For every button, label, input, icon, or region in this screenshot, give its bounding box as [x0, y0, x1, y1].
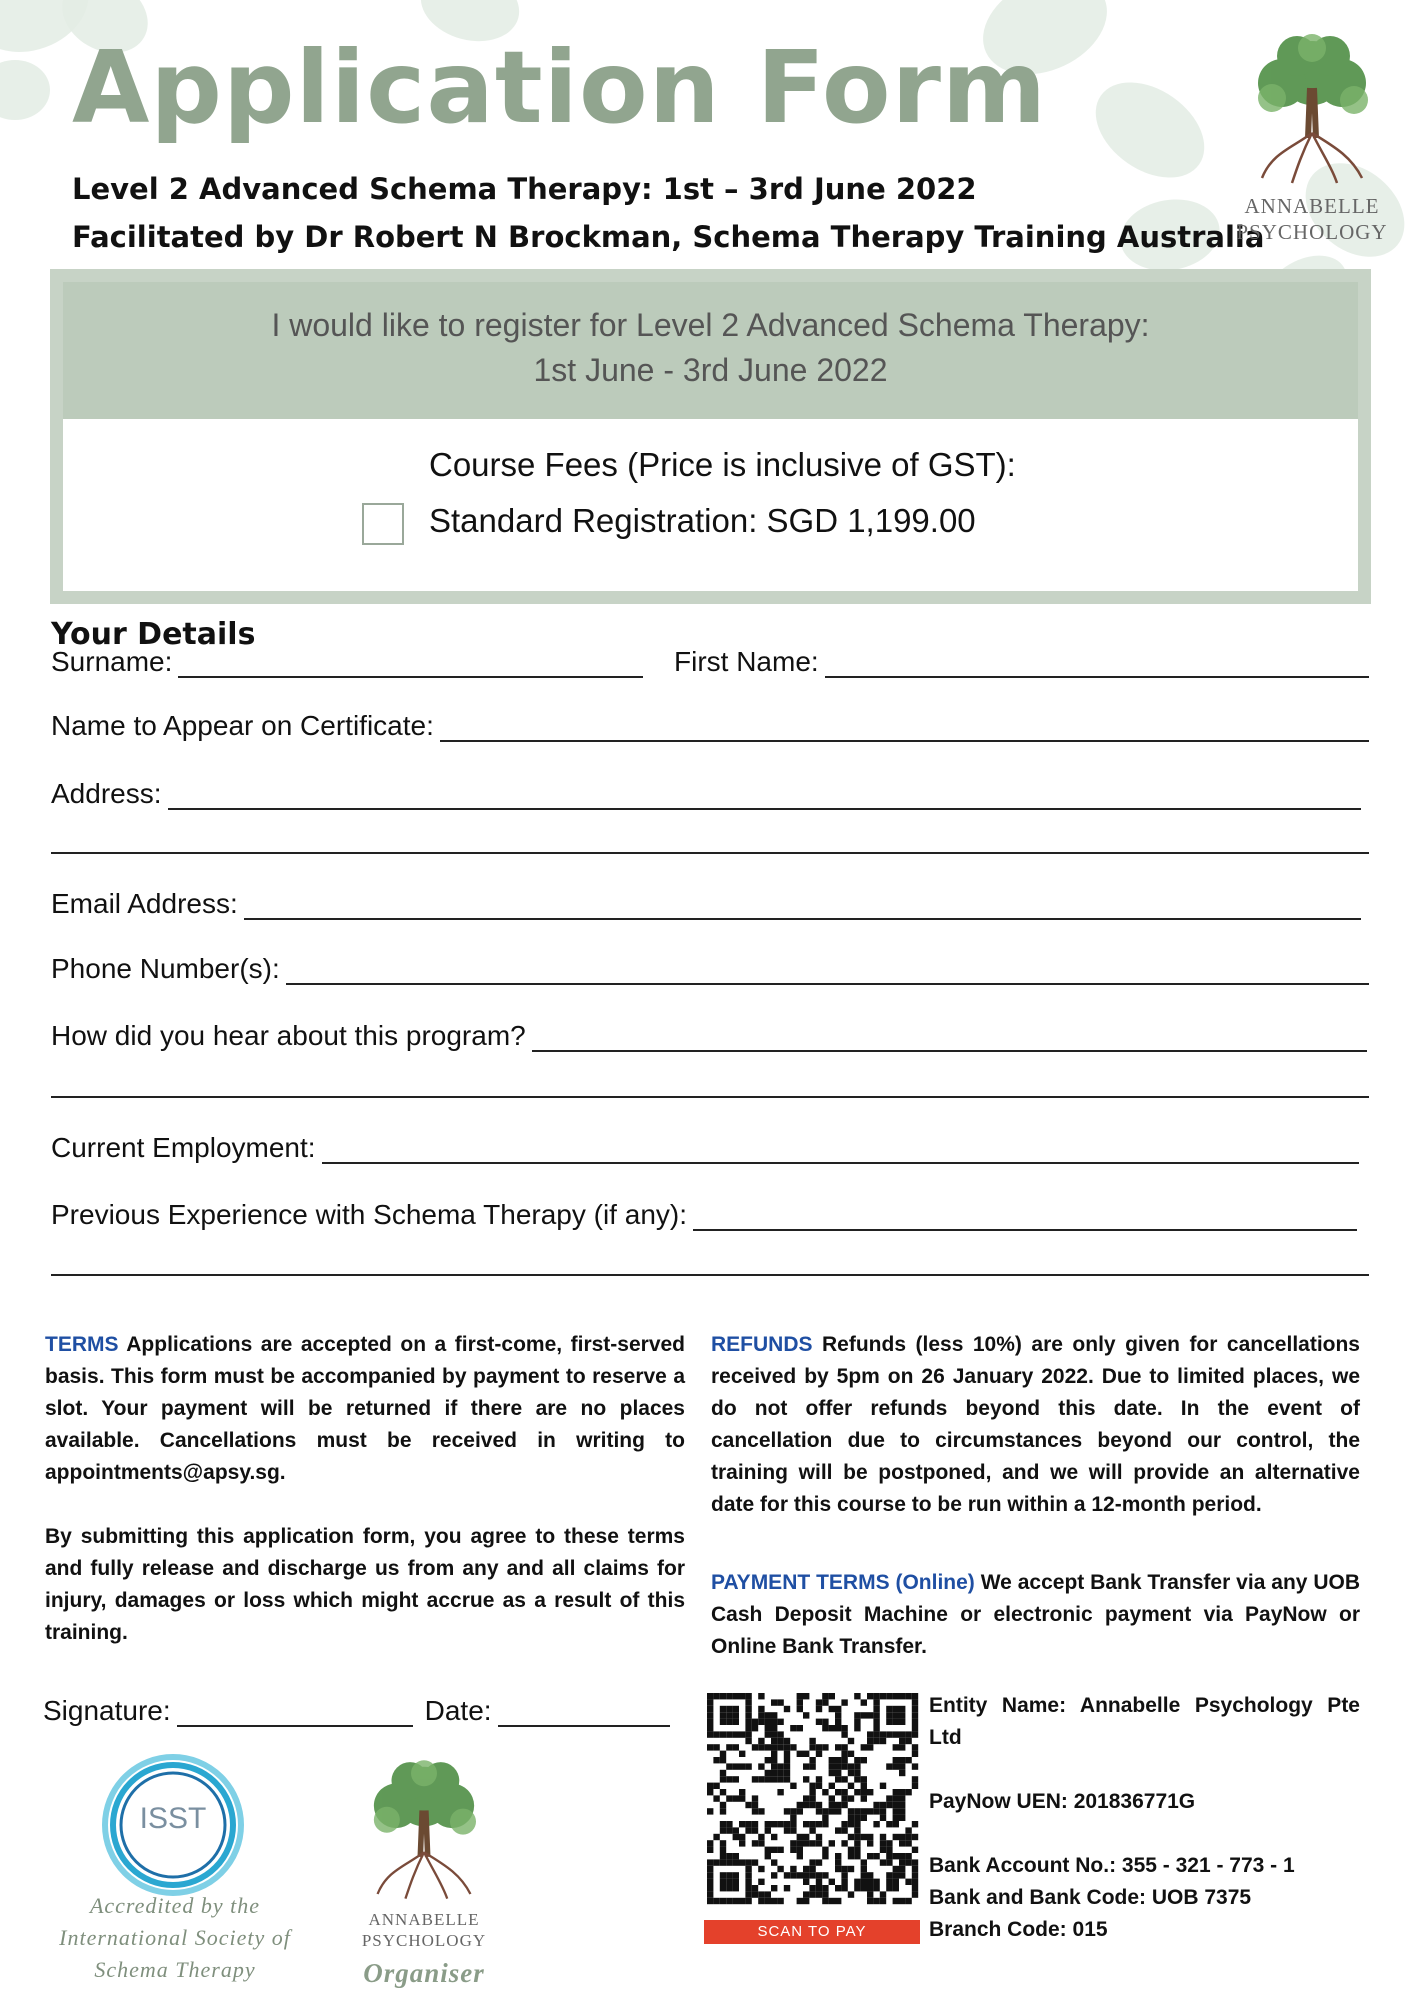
address-field[interactable] [51, 778, 1361, 810]
employment-field[interactable] [51, 1132, 1359, 1164]
surname-line[interactable] [178, 652, 643, 678]
fees-title: Course Fees (Price is inclusive of GST): [429, 446, 1016, 483]
organiser-brand-line2: PSYCHOLOGY [361, 1931, 487, 1951]
terms-agreement: By submitting this application form, you agree to these terms and fully release and discharge us from any and all claims for injury, damages or loss which might accrue as a result of this training. [45, 1525, 685, 1644]
standard-registration-label: Standard Registration: SGD 1,199.00 [429, 502, 976, 539]
experience-line-2[interactable] [51, 1274, 1369, 1276]
date-line[interactable] [498, 1701, 670, 1727]
tree-icon [1242, 28, 1382, 188]
refunds-paragraph [711, 1329, 1360, 1521]
payment-paragraph [711, 1567, 1360, 1663]
hear-about-label: How did you hear about this program? [51, 1020, 526, 1051]
payment-body: We accept Bank Transfer via any UOB Cash Deposit Machine or electronic payment via PayNow or Online Bank Transfer. [711, 1571, 1361, 1658]
experience-label: Previous Experience with Schema Therapy (if any): [51, 1199, 687, 1230]
first-name-label: First Name: [674, 646, 819, 677]
qr-code-icon [706, 1692, 920, 1914]
address-label: Address: [51, 778, 162, 809]
isst-logo-text: ISST [139, 1802, 207, 1835]
organiser-label: Organiser [363, 1957, 485, 1988]
tree-icon [359, 1754, 489, 1904]
paynow-qr-code [706, 1692, 920, 1942]
terms-heading: TERMS [45, 1333, 119, 1356]
phone-label: Phone Number(s): [51, 953, 280, 984]
surname-field[interactable] [51, 646, 643, 678]
terms-body: Applications are accepted on a first-come, first-served basis. This form must be accompanied by payment to reserve a slot. Your payment will be returned if there are no places available. Cancellations must be received in writing to appointments@apsy.sg. [45, 1333, 686, 1484]
address-line[interactable] [168, 784, 1362, 810]
experience-field[interactable] [51, 1199, 1357, 1231]
certificate-name-field[interactable] [51, 710, 1369, 742]
bank-code: Bank and Bank Code: UOB 7375 [929, 1886, 1252, 1909]
registration-header [63, 282, 1358, 419]
signature-label: Signature: [43, 1695, 171, 1726]
branch-code: Branch Code: 015 [929, 1918, 1108, 1941]
paynow-uen: PayNow UEN: 201836771G [929, 1790, 1196, 1813]
employment-line[interactable] [322, 1138, 1359, 1164]
entity-name: Entity Name: Annabelle Psychology Pte Ltd [929, 1694, 1360, 1749]
certificate-name-line[interactable] [440, 716, 1369, 742]
terms-paragraph [45, 1329, 685, 1489]
phone-field[interactable] [51, 953, 1369, 985]
standard-registration-checkbox[interactable] [362, 503, 404, 545]
hear-about-line-2[interactable] [51, 1096, 1369, 1098]
email-line[interactable] [244, 894, 1361, 920]
brand-name-line1: ANNABELLE [1244, 194, 1380, 218]
bank-account-number: Bank Account No.: 355 - 321 - 773 - 1 [929, 1854, 1295, 1877]
experience-line[interactable] [693, 1205, 1357, 1231]
annabelle-logo [1222, 28, 1402, 246]
first-name-field[interactable] [674, 646, 1369, 678]
registration-line2: 1st June - 3rd June 2022 [533, 352, 888, 388]
first-name-line[interactable] [825, 652, 1369, 678]
organiser-brand-line1: ANNABELLE [368, 1910, 480, 1929]
refunds-body: Refunds (less 10%) are only given for cancellations received by 5pm on 26 January 2022. Due to limited places, we do not offer refunds beyond this date. In the event of cancellation due to circumstances beyond our control, the training will be postponed, and we will provide an alternative date for this course to be run within a 12-month period. [711, 1333, 1360, 1516]
phone-line[interactable] [286, 959, 1369, 985]
email-field[interactable] [51, 888, 1361, 920]
isst-logo [100, 1752, 246, 1898]
facilitator-subtitle: Facilitated by Dr Robert N Brockman, Schema Therapy Training Australia [72, 220, 1265, 254]
date-label: Date: [424, 1695, 492, 1726]
employment-label: Current Employment: [51, 1132, 316, 1163]
course-subtitle: Level 2 Advanced Schema Therapy: 1st – 3rd June 2022 [72, 172, 977, 206]
brand-name-line2: PSYCHOLOGY [1236, 220, 1388, 245]
scan-to-pay-label: SCAN TO PAY [704, 1920, 920, 1944]
hear-about-field[interactable] [51, 1020, 1367, 1052]
certificate-name-label: Name to Appear on Certificate: [51, 710, 434, 741]
signature-line[interactable] [177, 1701, 413, 1727]
address-line-2[interactable] [51, 852, 1369, 854]
refunds-heading: REFUNDS [711, 1333, 813, 1356]
isst-caption-line2: International Society of [59, 1925, 291, 1950]
page-title: Application Form [72, 29, 1048, 146]
organiser-logo [344, 1754, 504, 1989]
payment-heading: PAYMENT TERMS (Online) [711, 1571, 975, 1594]
your-details-heading: Your Details [51, 617, 256, 652]
isst-caption-line1: Accredited by the [89, 1893, 261, 1918]
email-label: Email Address: [51, 888, 238, 919]
hear-about-line[interactable] [532, 1026, 1367, 1052]
surname-label: Surname: [51, 646, 173, 677]
isst-caption-line3: Schema Therapy [94, 1957, 256, 1982]
registration-line1: I would like to register for Level 2 Advanced Schema Therapy: [271, 307, 1150, 343]
bank-details [929, 1690, 1360, 1946]
signature-row [43, 1695, 681, 1727]
isst-caption [30, 1890, 320, 1986]
